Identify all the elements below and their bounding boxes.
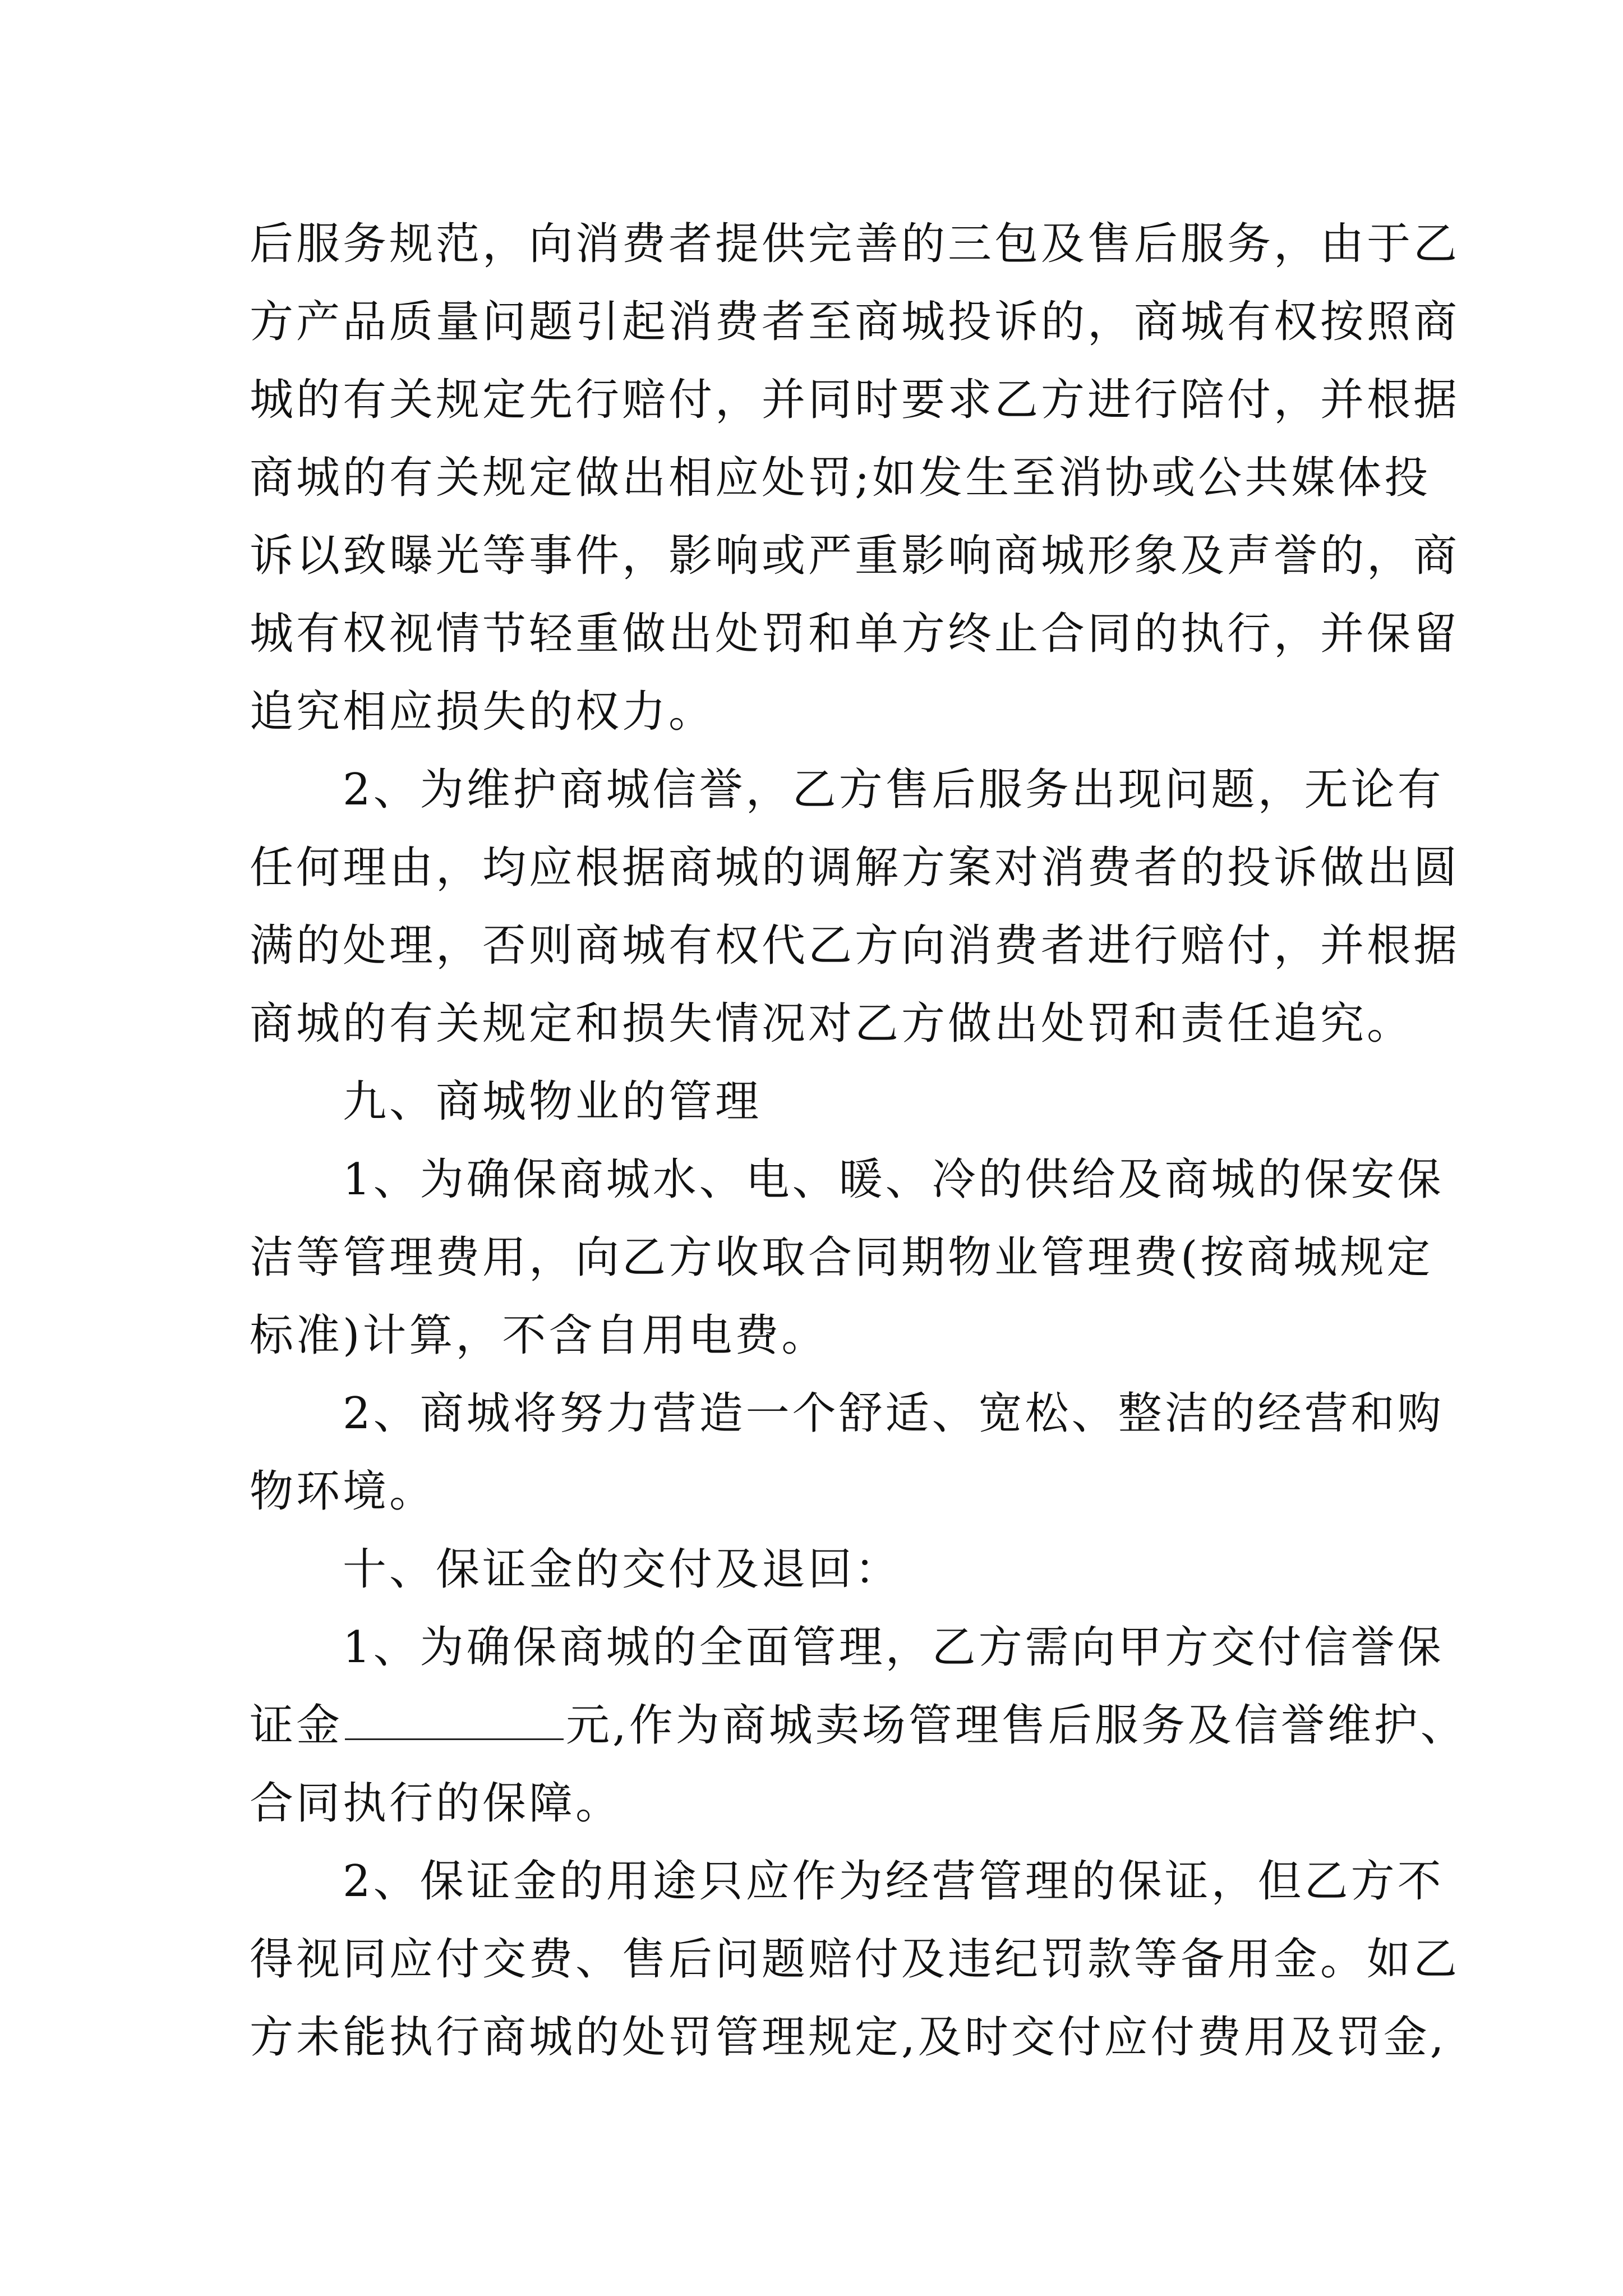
text-line: 后服务规范，向消费者提供完善的三包及售后服务，由于乙 — [250, 219, 1460, 269]
text-line: 追究相应损失的权力。 — [250, 687, 716, 737]
blank-suffix: 元,作为商城卖场管理售后服务及信誉维护、 — [566, 1700, 1467, 1751]
fill-in-blank — [345, 1699, 564, 1740]
text-line: 标准)计算，不含自用电费。 — [250, 1310, 828, 1361]
text-line: 1、为确保商城的全面管理，乙方需向甲方交付信誉保 — [250, 1622, 1444, 1673]
text-line: 城的有关规定先行赔付，并同时要求乙方进行陪付，并根据 — [250, 375, 1460, 425]
text-line: 1、为确保商城水、电、暖、冷的供给及商城的保安保 — [250, 1154, 1444, 1205]
text-line: 2、商城将努力营造一个舒适、宽松、整洁的经营和购 — [250, 1388, 1444, 1439]
blank-prefix: 证金 — [250, 1700, 343, 1751]
text-line: 洁等管理费用，向乙方收取合同期物业管理费(按商城规定 — [250, 1232, 1433, 1283]
text-line: 商城的有关规定做出相应处罚;如发生至消协或公共媒体投 — [250, 453, 1431, 503]
section-heading: 十、保证金的交付及退回： — [250, 1544, 902, 1595]
text-line: 方未能执行商城的处罚管理规定,及时交付应付费用及罚金, — [250, 2012, 1447, 2063]
text-line-with-blank — [250, 1686, 1467, 1765]
text-line: 物环境。 — [250, 1466, 436, 1517]
text-line: 商城的有关规定和损失情况对乙方做出处罚和责任追究。 — [250, 999, 1414, 1049]
text-line: 城有权视情节轻重做出处罚和单方终止合同的执行，并保留 — [250, 609, 1460, 659]
text-line: 得视同应付交费、售后问题赔付及违纪罚款等备用金。如乙 — [250, 1934, 1460, 1985]
text-line: 方产品质量问题引起消费者至商城投诉的，商城有权按照商 — [250, 297, 1460, 347]
text-line: 任何理由，均应根据商城的调解方案对消费者的投诉做出圆 — [250, 843, 1460, 893]
text-line: 2、为维护商城信誉，乙方售后服务出现问题，无论有 — [250, 765, 1444, 815]
text-line: 合同执行的保障。 — [250, 1778, 623, 1829]
section-heading: 九、商城物业的管理 — [250, 1076, 762, 1127]
text-line: 2、保证金的用途只应作为经营管理的保证，但乙方不 — [250, 1856, 1444, 1907]
text-line: 诉以致曝光等事件，影响或严重影响商城形象及声誉的，商 — [250, 531, 1460, 581]
text-line: 满的处理，否则商城有权代乙方向消费者进行赔付，并根据 — [250, 921, 1460, 971]
